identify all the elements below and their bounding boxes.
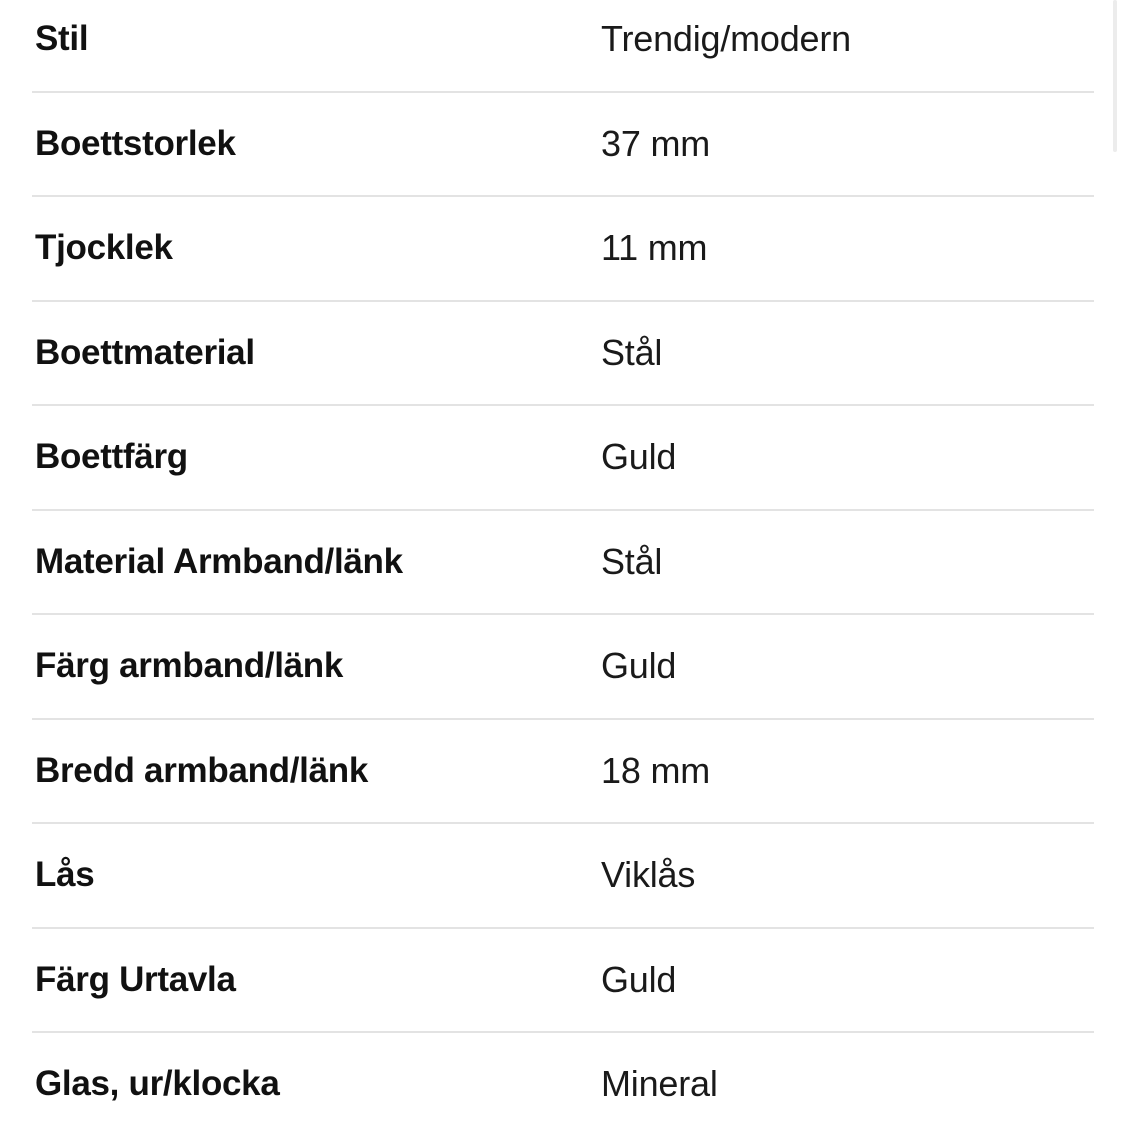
spec-table [32, 0, 1094, 1125]
spec-value: Stål [601, 540, 663, 582]
spec-row-bredd-armband [32, 720, 1094, 825]
spec-label: Material Armband/länk [35, 541, 403, 581]
spec-label: Stil [35, 19, 89, 59]
spec-value: Stål [601, 331, 663, 373]
spec-row-las [32, 824, 1094, 929]
spec-label: Boettfärg [35, 437, 188, 477]
spec-value: Guld [601, 645, 677, 687]
spec-row-boettstorlek [32, 93, 1094, 198]
spec-row-farg-armband [32, 615, 1094, 720]
spec-label: Tjocklek [35, 228, 173, 268]
spec-row-boettfarg [32, 406, 1094, 511]
spec-value: Trendig/modern [601, 18, 851, 60]
spec-row-material-armband [32, 511, 1094, 616]
spec-value: Guld [601, 436, 677, 478]
spec-label: Färg armband/länk [35, 646, 344, 686]
spec-row-tjocklek [32, 197, 1094, 302]
spec-label: Lås [35, 855, 95, 895]
spec-row-stil [32, 0, 1094, 93]
spec-label: Glas, ur/klocka [35, 1064, 280, 1104]
spec-label: Bredd armband/länk [35, 750, 369, 790]
spec-label: Boettmaterial [35, 332, 255, 372]
spec-value: 37 mm [601, 122, 711, 164]
spec-row-farg-urtavla [32, 929, 1094, 1034]
spec-value: Mineral [601, 1063, 718, 1105]
spec-value: Guld [601, 958, 677, 1000]
spec-value: 11 mm [601, 227, 708, 269]
spec-value: 18 mm [601, 749, 711, 791]
spec-row-boettmaterial [32, 302, 1094, 407]
spec-label: Färg Urtavla [35, 959, 236, 999]
spec-row-glas [32, 1033, 1094, 1125]
spec-label: Boettstorlek [35, 123, 236, 163]
scrollbar-thumb[interactable] [1113, 0, 1117, 152]
scrollbar[interactable] [1111, 0, 1125, 1125]
spec-value: Viklås [601, 854, 696, 896]
